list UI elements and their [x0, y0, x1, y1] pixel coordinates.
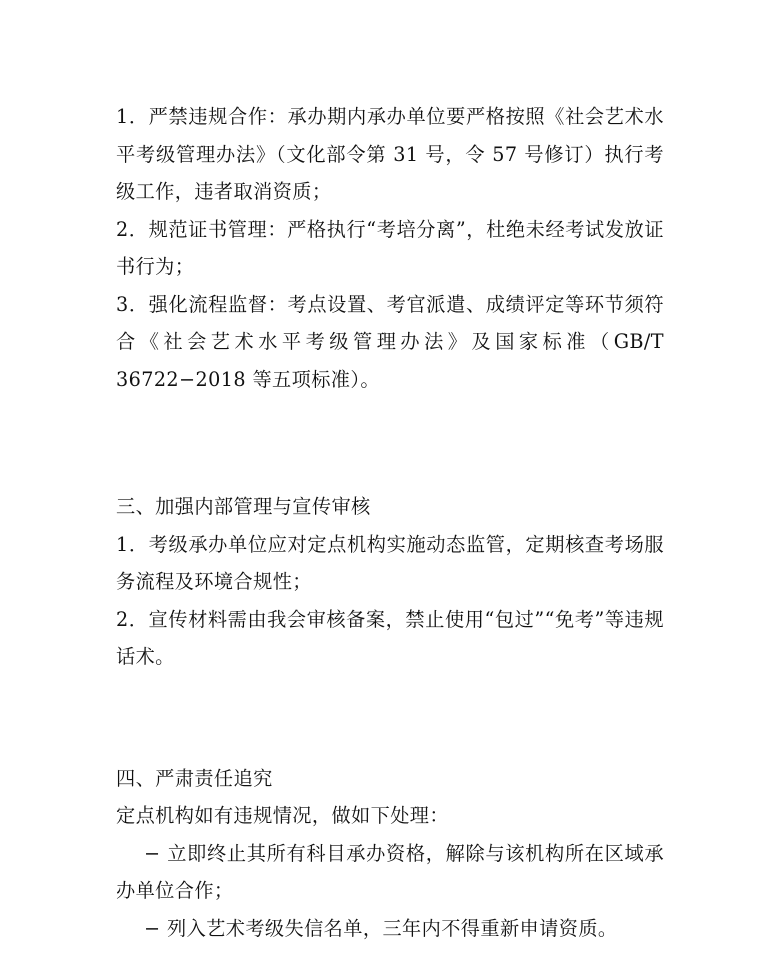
section3-item-1: 1．考级承办单位应对定点机构实施动态监管，定期核查考场服务流程及环境合规性；	[116, 532, 664, 593]
document-body	[116, 98, 684, 947]
section2-item-3: 3．强化流程监督：考点设置、考官派遣、成绩评定等环节须符合《社会艺术水平考级管理办法》及国家标准（GB/T 36722−2018 等五项标准）。	[116, 292, 684, 391]
section2-item-2: 2．规范证书管理：严格执行“考培分离”，杜绝未经考试发放证书行为；	[116, 217, 664, 278]
section4-dash-item-2: − 列入艺术考级失信名单，三年内不得重新申请资质。	[144, 916, 618, 940]
section4-dash-item-1: − 立即终止其所有科目承办资格，解除与该机构所在区域承办单位合作；	[116, 841, 664, 902]
section4-intro: 定点机构如有违规情况，做如下处理：	[116, 804, 449, 827]
section3-heading: 三、加强内部管理与宣传审核	[116, 495, 371, 518]
section4-heading: 四、严肃责任追究	[116, 766, 273, 790]
section3-item-2: 2．宣传材料需由我会审核备案，禁止使用“包过”“免考”等违规话术。	[116, 607, 664, 668]
section-spacer	[116, 676, 664, 760]
section2-item-1: 1．严禁违规合作：承办期内承办单位要严格按照《社会艺术水平考级管理办法》（文化部令第 31 号，令 57 号修订）执行考级工作，违者取消资质；	[116, 105, 664, 203]
section-spacer	[116, 398, 664, 488]
